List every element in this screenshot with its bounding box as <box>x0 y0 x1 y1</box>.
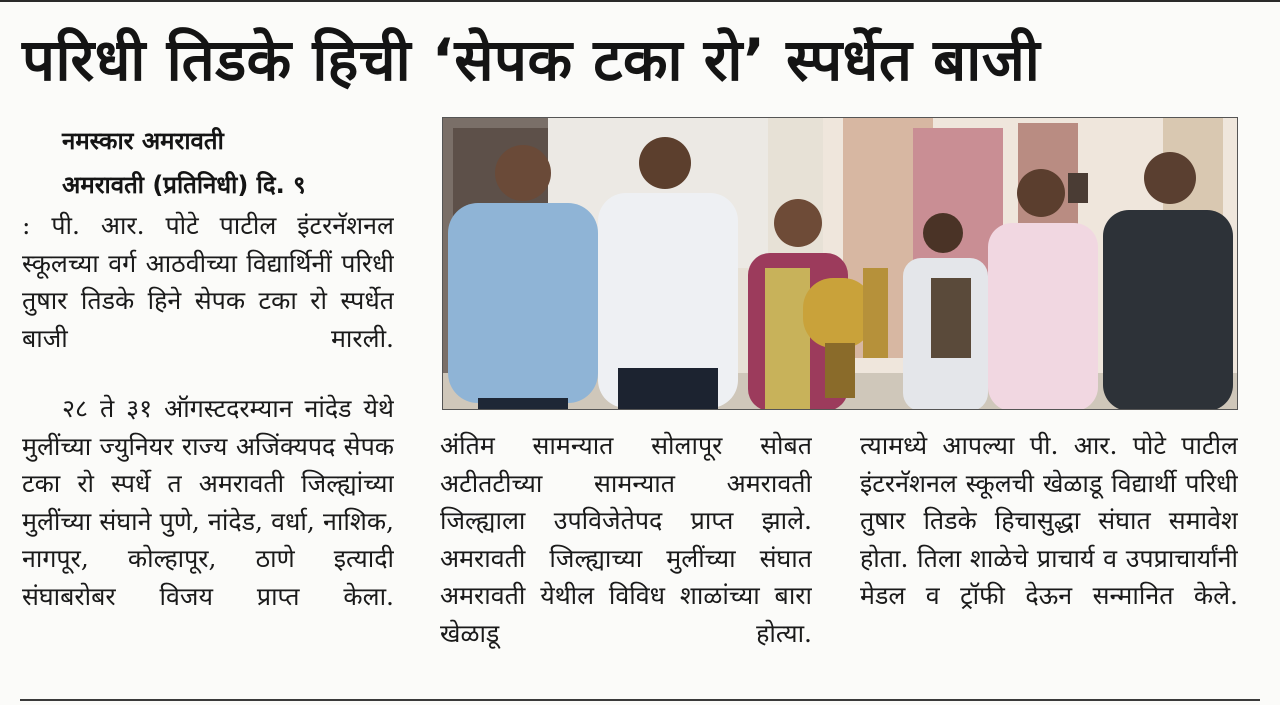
bottom-rule <box>20 699 1260 701</box>
top-rule <box>0 0 1280 2</box>
headline: परिधी तिडके हिची ‘सेपक टका रो’ स्पर्धेत बाजी <box>22 26 1041 94</box>
paragraph-tournament: २८ ते ३१ ऑगस्टदरम्यान नांदेड येथे मुलींच्या ज्युनियर राज्य अजिंक्यपद सेपक टका रो स्पर्धे त अमरावती जिल्ह्यांच्या मुलींच्या संघाने पुणे, नांदेड, वर्धा, नाशिक, नागपूर, कोल्हापूर, ठाणे इत्यादी संघाबरोबर विजय प्राप्त केला. <box>22 394 394 611</box>
paragraph-final: अंतिम सामन्यात सोलापूर सोबत अटीतटीच्या सामन्यात अमरावती जिल्ह्याला उपविजेतेपद प्राप्त झाले. अमरावती जिल्ह्याच्या मुलींच्या संघात अमरावती येथील विविध शाळांच्या बारा खेळाडू होत्या. <box>440 431 812 648</box>
dateline: अमरावती (प्रतिनिधी) दि. ९ <box>62 171 306 199</box>
group-photo-illustration <box>443 118 1238 410</box>
source-line: नमस्कार अमरावती <box>62 127 224 155</box>
paragraph-intro: : पी. आर. पोटे पाटील इंटरनॅशनल स्कूलच्या वर्ग आठवीच्या विद्यार्थिनीं परिधी तुषार तिडके हिने सेपक टका रो स्पर्धेत बाजी मारली. <box>22 211 394 353</box>
paragraph-felicitation: त्यामध्ये आपल्या पी. आर. पोटे पाटील इंटरनॅशनल स्कूलची खेळाडू विद्यार्थी परिधी तुषार तिडके हिचासुद्धा संघात समावेश होता. तिला शाळेचे प्राचार्य व उपप्राचार्यांनी मेडल व ट्रॉफी देऊन सन्मानित केले. <box>860 431 1238 610</box>
group-photo <box>442 117 1238 410</box>
